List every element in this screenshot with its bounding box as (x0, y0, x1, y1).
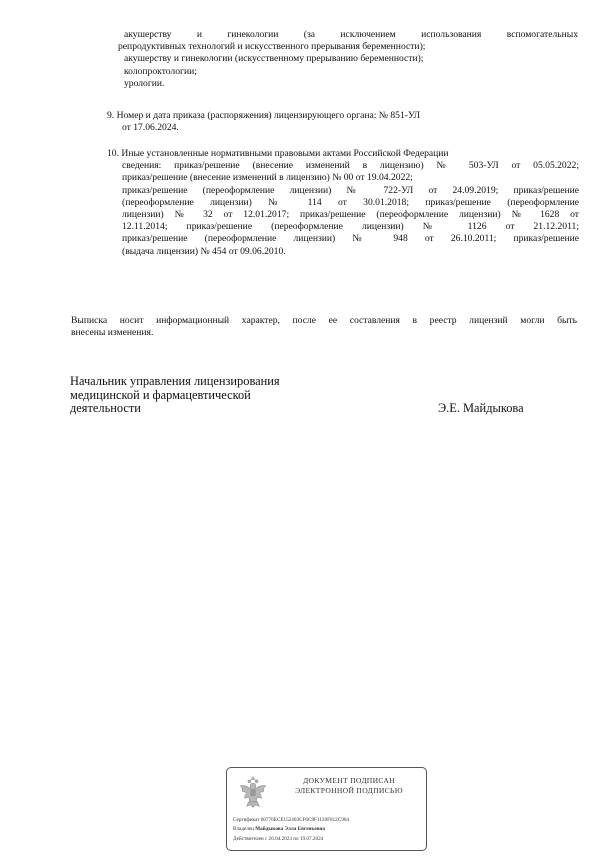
stamp-title-line: ДОКУМЕНТ ПОДПИСАН (303, 776, 395, 785)
electronic-signature-stamp (226, 767, 427, 851)
other-info-line: 12.11.2014; приказ/решение (переоформление лицензии) № 1126 от 21.12.2011; (122, 221, 579, 233)
stamp-title-line: ЭЛЕКТРОННОЙ ПОДПИСЬЮ (295, 786, 403, 795)
certificate-number: 00776ECE152403CF6C9F1120F812C904 (260, 817, 350, 823)
owner-label: Владелец (233, 826, 254, 833)
other-info-line: сведения: приказ/решение (внесение изменений в лицензию) № 503-УЛ от 05.05.2022; (122, 160, 579, 172)
signatory-position (70, 375, 280, 416)
signatory-name: Э.Е. Майдыкова (438, 401, 524, 415)
licensed-activities-list (118, 29, 578, 90)
notice-line: внесены изменения. (71, 327, 154, 339)
stamp-certificate-info (233, 816, 349, 844)
other-info-line: приказ/решение (переоформление лицензии) № 948 от 26.10.2011; приказ/решение (122, 233, 579, 245)
owner-line (233, 825, 349, 834)
double-headed-eagle-emblem-icon (235, 775, 271, 811)
activity-line: акушерству и гинекологии (искусственному прерыванию беременности); (124, 53, 424, 65)
owner-name: Майдыкова Элла Евгеньевна (255, 826, 325, 833)
other-info-item (107, 148, 579, 258)
extract-notice (71, 315, 577, 339)
other-info-line: 10. Иные установленные нормативными правовыми актами Российской Федерации (107, 148, 449, 159)
other-info-line: приказ/решение (внесение изменений в лицензию) № 00 от 19.04.2022; (122, 172, 413, 184)
order-number-line: 9. Номер и дата приказа (распоряжения) лицензирующего органа: № 851-УЛ (107, 110, 421, 121)
validity-line: Действителен с 26.04.2023 по 19.07.2024 (233, 835, 324, 842)
other-info-line: (переоформление лицензии) № 114 от 30.01.2018; приказ/решение (переоформление (122, 196, 579, 208)
position-line: Начальник управления лицензирования (70, 374, 280, 388)
other-info-line: приказ/решение (переоформление лицензии) № 722-УЛ от 24.09.2019; приказ/решение (122, 184, 579, 196)
position-line: деятельности (70, 401, 141, 416)
order-number-item (107, 110, 577, 134)
stamp-title (275, 776, 423, 796)
certificate-line (233, 816, 349, 825)
activity-line: урологии. (124, 77, 165, 89)
certificate-label: Сертификат (233, 817, 260, 823)
other-info-line: лицензии) № 32 от 12.01.2017; приказ/решение (переоформление лицензии) № 1628 от (122, 209, 579, 221)
order-date-line: от 17.06.2024. (122, 122, 179, 134)
activity-line: акушерству и гинекологии (за исключением использования вспомогательных (124, 29, 578, 40)
position-line: медицинской и фармацевтической (70, 387, 251, 402)
other-info-line: (выдача лицензии) № 454 от 09.06.2010. (122, 245, 286, 257)
notice-line: Выписка носит информационный характер, после ее составления в реестр лицензий могли быть (71, 315, 577, 326)
activity-line: репродуктивных технологий и искусственного прерывания беременности); (118, 41, 426, 53)
activity-line: колопроктологии; (124, 65, 197, 77)
